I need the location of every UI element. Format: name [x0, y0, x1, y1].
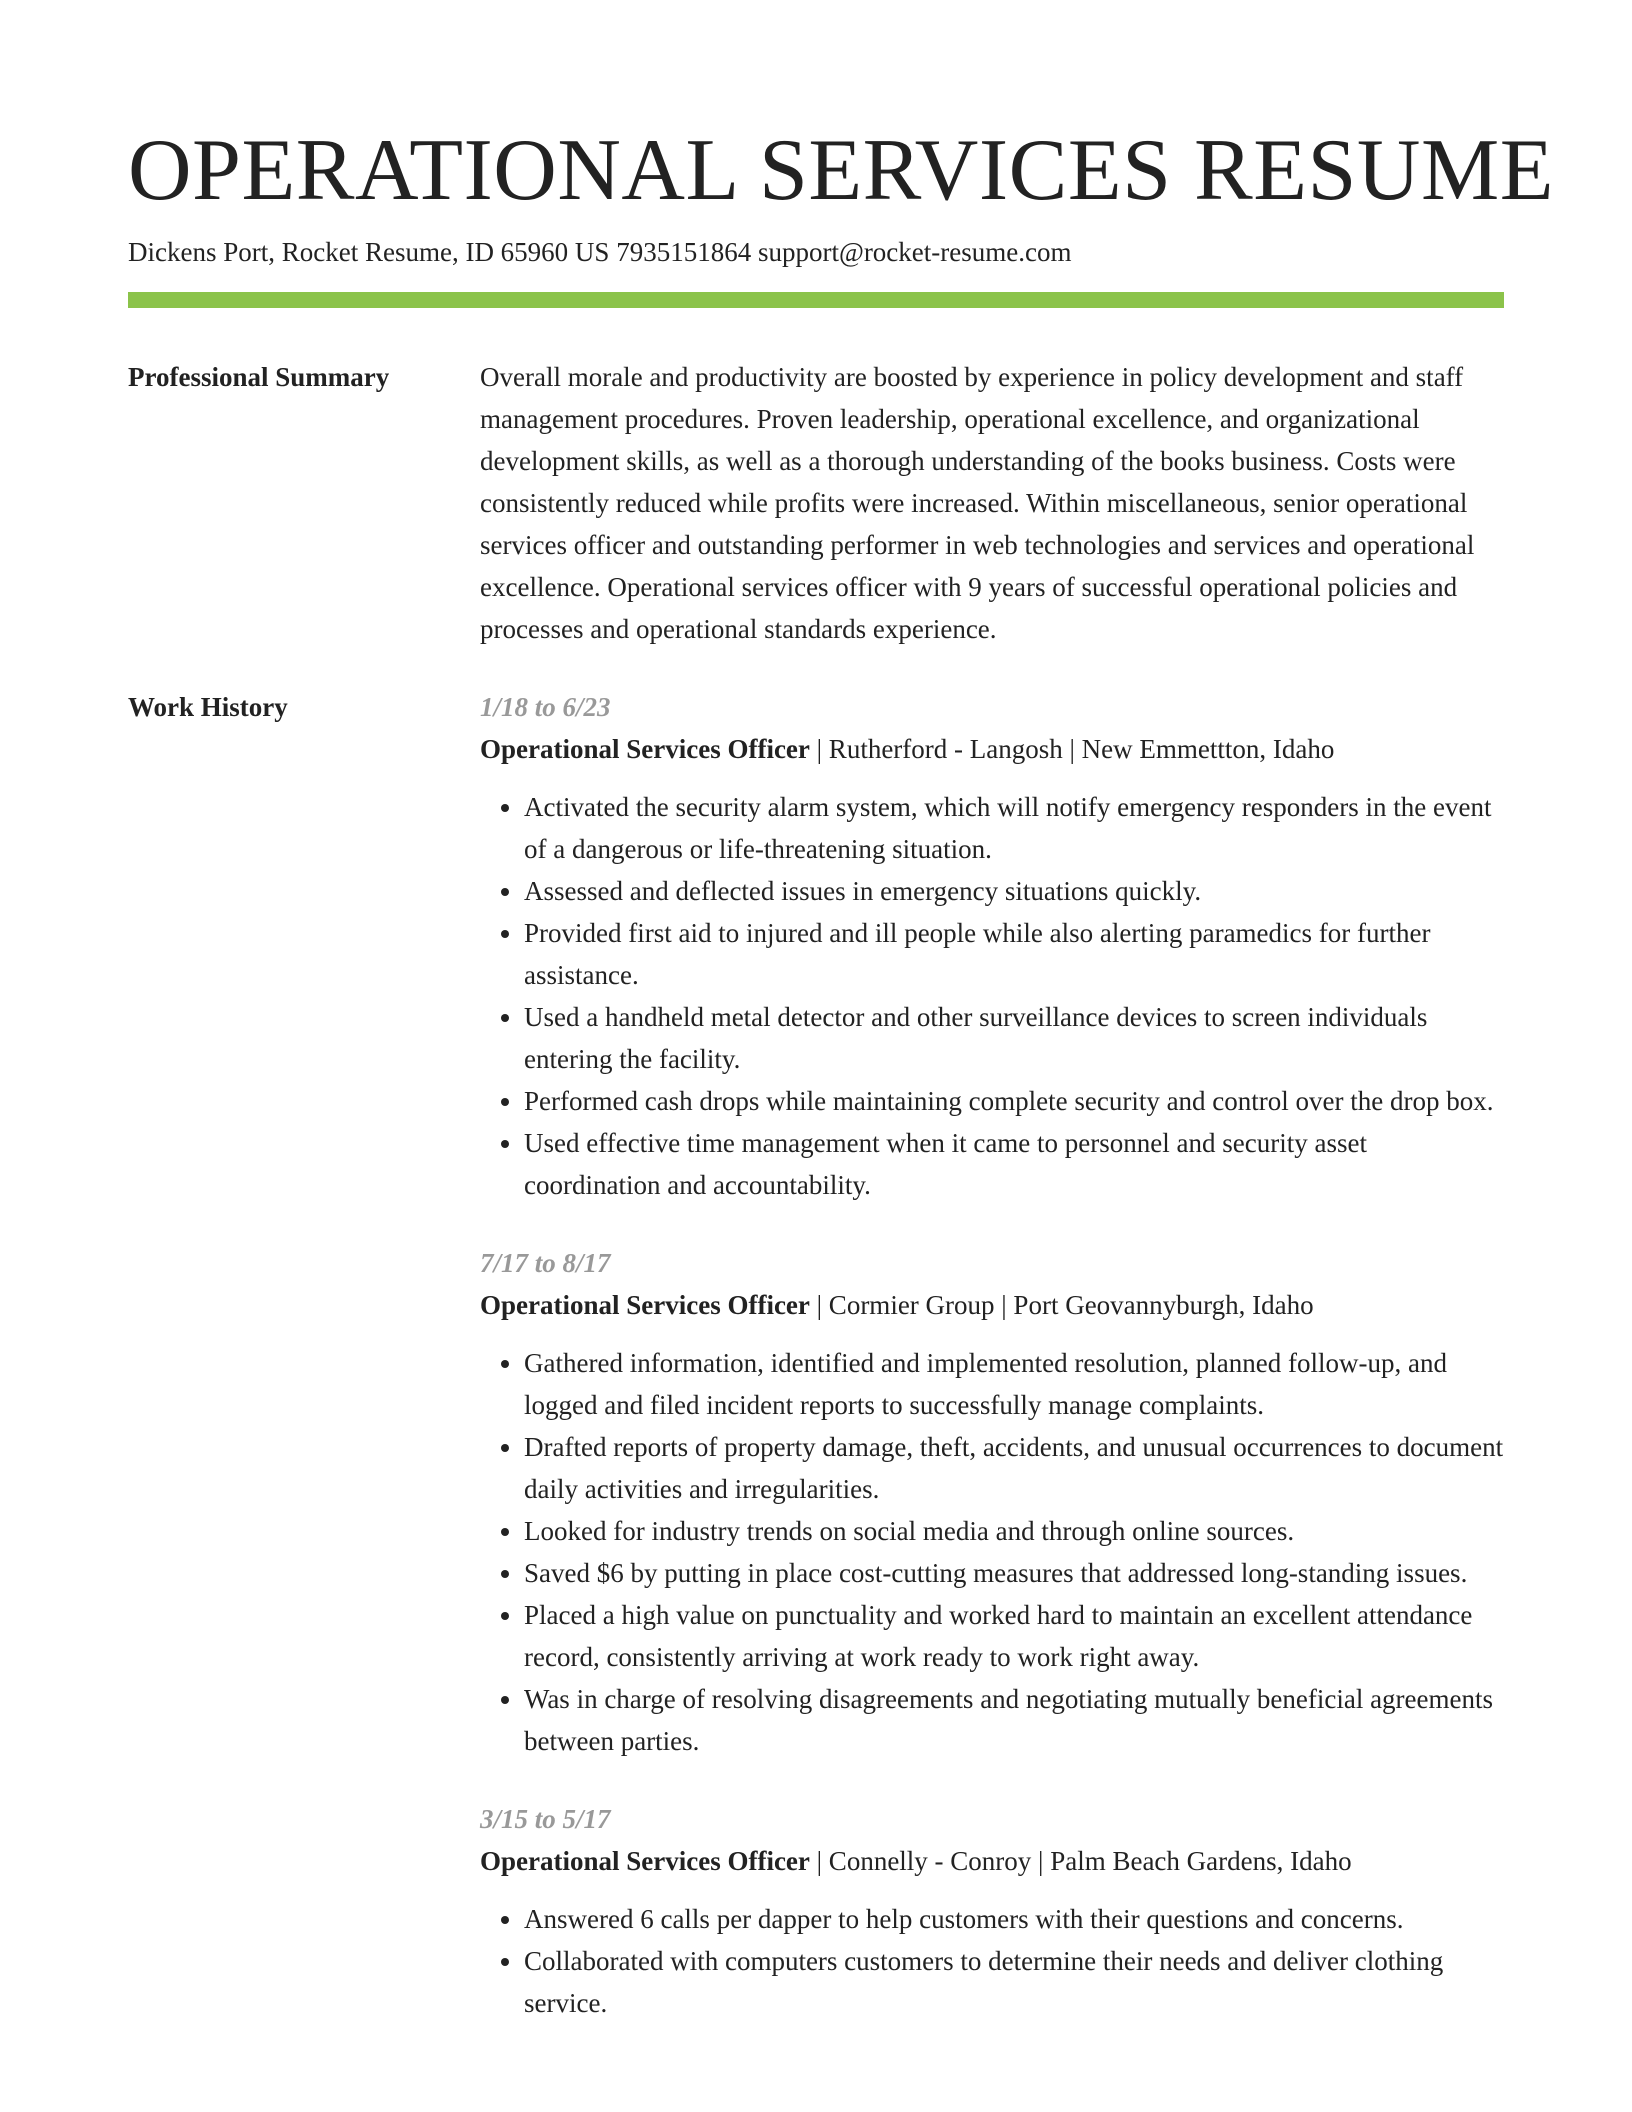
professional-summary-section — [128, 356, 1504, 650]
job-details: | Connelly - Conroy | Palm Beach Gardens, Idaho — [809, 1846, 1352, 1876]
summary-text: Overall morale and productivity are boosted by experience in policy development and staff management procedures. Proven leadership, operational excellence, and organizational development skills, as well as a thorough understanding of the books business. Costs were consistently reduced while profits were increased. Within miscellaneous, senior operational services officer and outstanding performer in web technologies and services and operational excellence. Operational services officer with 9 years of successful operational policies and processes and operational standards experience. — [480, 362, 1475, 644]
job-details: | Rutherford - Langosh | New Emmettton, Idaho — [809, 734, 1335, 764]
job-bullet-list — [480, 1342, 1504, 1762]
work-history-body — [480, 686, 1504, 2060]
summary-body — [480, 356, 1504, 650]
job-bullet: • Saved $6 by putting in place cost-cutting measures that addressed long-standing issues. — [524, 1552, 1504, 1594]
job-bullet: • Looked for industry trends on social media and through online sources. — [524, 1510, 1504, 1552]
resume-title: OPERATIONAL SERVICES RESUME — [128, 122, 1554, 219]
job-bullet: • Drafted reports of property damage, theft, accidents, and unusual occurrences to document daily activities and irregularities. — [524, 1426, 1504, 1510]
job-bullet: • Used a handheld metal detector and other surveillance devices to screen individuals entering the facility. — [524, 996, 1504, 1080]
job-title: Operational Services Officer — [480, 1846, 810, 1876]
accent-divider — [128, 292, 1504, 308]
job-bullet: • Assessed and deflected issues in emergency situations quickly. — [524, 870, 1504, 912]
job-title: Operational Services Officer — [480, 734, 810, 764]
job-bullet-list — [480, 786, 1504, 1206]
job-entry — [480, 1798, 1504, 2024]
section-label-work-history: Work History — [128, 692, 288, 722]
job-dates: 3/15 to 5/17 — [480, 1804, 611, 1834]
job-details: | Cormier Group | Port Geovannyburgh, Idaho — [809, 1290, 1314, 1320]
work-history-section — [128, 686, 1504, 2060]
job-dates: 7/17 to 8/17 — [480, 1248, 611, 1278]
job-entry — [480, 1242, 1504, 1762]
job-bullet: • Gathered information, identified and implemented resolution, planned follow-up, and logged and filed incident reports to successfully manage complaints. — [524, 1342, 1504, 1426]
section-label-professional-summary: Professional Summary — [128, 362, 390, 392]
job-bullet: • Used effective time management when it came to personnel and security asset coordination and accountability. — [524, 1122, 1504, 1206]
job-heading — [480, 728, 1504, 770]
job-heading — [480, 1840, 1504, 1882]
job-bullet: • Answered 6 calls per dapper to help customers with their questions and concerns. — [524, 1898, 1504, 1940]
job-bullet-list — [480, 1898, 1504, 2024]
job-bullet: • Activated the security alarm system, which will notify emergency responders in the event of a dangerous or life-threatening situation. — [524, 786, 1504, 870]
resume-page — [128, 0, 1554, 2060]
job-title: Operational Services Officer — [480, 1290, 810, 1320]
job-heading — [480, 1284, 1504, 1326]
job-bullet: • Collaborated with computers customers to determine their needs and deliver clothing service. — [524, 1940, 1504, 2024]
job-bullet: • Provided first aid to injured and ill people while also alerting paramedics for further assistance. — [524, 912, 1504, 996]
job-bullet: • Was in charge of resolving disagreements and negotiating mutually beneficial agreements between parties. — [524, 1678, 1504, 1762]
contact-line: Dickens Port, Rocket Resume, ID 65960 US 7935151864 support@rocket-resume.com — [128, 237, 1072, 267]
job-bullet: • Placed a high value on punctuality and worked hard to maintain an excellent attendance record, consistently arriving at work ready to work right away. — [524, 1594, 1504, 1678]
job-dates: 1/18 to 6/23 — [480, 692, 611, 722]
job-bullet: • Performed cash drops while maintaining complete security and control over the drop box. — [524, 1080, 1504, 1122]
job-entry — [480, 686, 1504, 1206]
